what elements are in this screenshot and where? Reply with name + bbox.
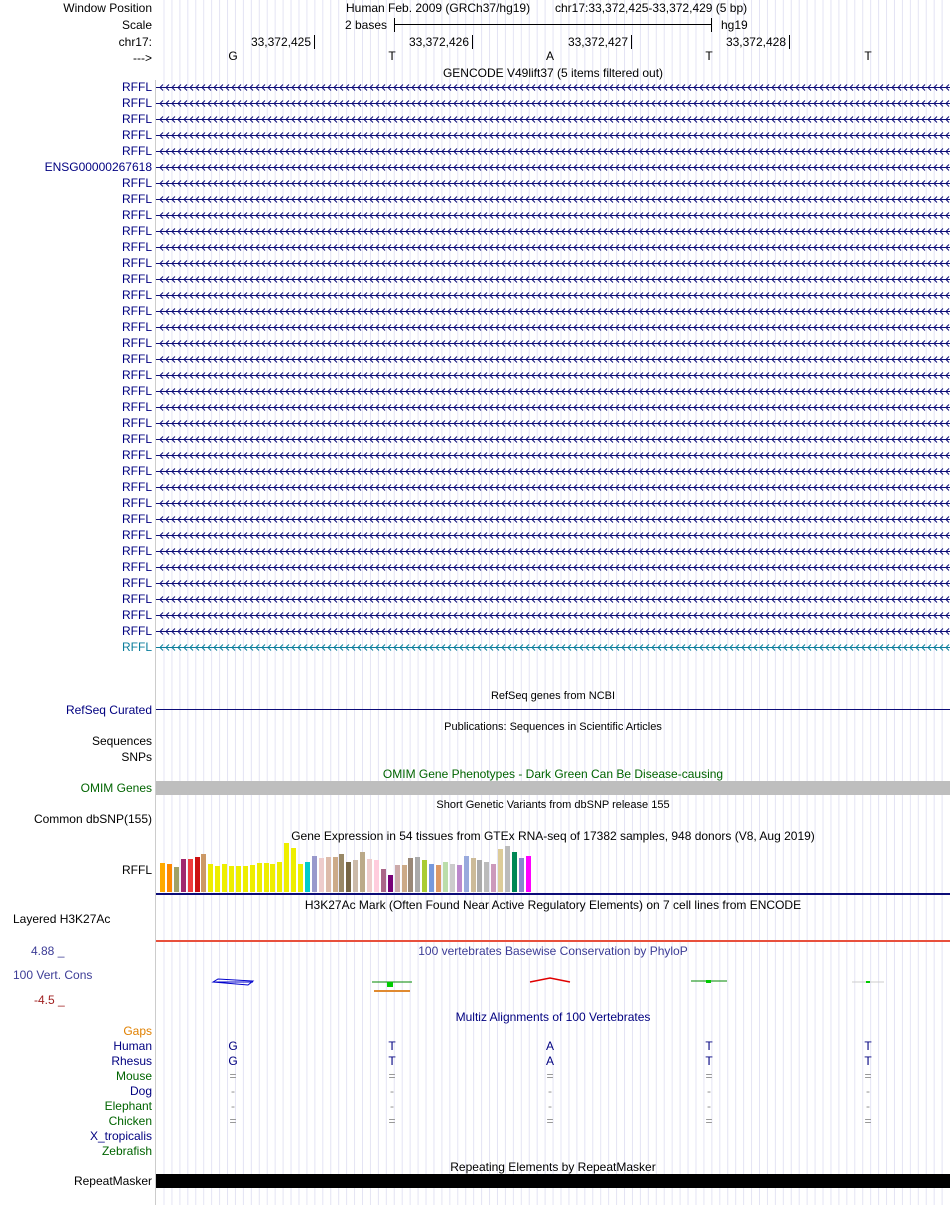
multiz-species-label[interactable]: Mouse [115,1069,152,1083]
gtex-tissue-bar[interactable] [484,862,489,892]
gtex-tissue-bar[interactable] [243,866,248,892]
gtex-tissue-bar[interactable] [201,854,206,892]
gtex-tissue-bar[interactable] [250,865,255,892]
multiz-base: - [390,1084,394,1098]
gencode-transcript-label[interactable]: RFFL [122,608,152,622]
multiz-base: T [864,1039,872,1053]
gtex-tissue-bar[interactable] [429,864,434,892]
gencode-transcript-label[interactable]: RFFL [122,368,152,382]
gencode-transcript-label[interactable]: RFFL [122,128,152,142]
gencode-transcript-line[interactable] [156,96,950,110]
scale-assembly: hg19 [721,18,748,32]
publications-snps-label[interactable]: SNPs [121,750,152,764]
assembly-name: Human Feb. 2009 (GRCh37/hg19) [346,1,531,15]
gencode-transcript-line[interactable] [156,256,950,270]
ruler-tick [472,35,473,49]
gtex-tissue-bar[interactable] [333,857,338,892]
gencode-transcript-label[interactable]: RFFL [122,448,152,462]
multiz-base: = [705,1114,713,1128]
gtex-tissue-bar[interactable] [188,859,193,892]
chrom-label: chr17: [118,35,152,49]
multiz-base: T [864,1054,872,1068]
sequence-base: A [545,49,554,63]
sequence-bases [0,49,950,63]
gtex-tissue-bar[interactable] [436,865,441,892]
gtex-tissue-bar[interactable] [174,867,179,892]
gencode-transcript-label[interactable]: RFFL [122,480,152,494]
gencode-transcript-label[interactable]: RFFL [122,560,152,574]
multiz-base: - [866,1084,870,1098]
publications-track-title[interactable]: Publications: Sequences in Scientific Articles [444,721,662,733]
scale-text: 2 bases [345,18,388,32]
gtex-tissue-bar[interactable] [491,864,496,892]
gtex-tissue-bar[interactable] [208,864,213,892]
gtex-tissue-bar[interactable] [464,856,469,892]
phylop-track-label[interactable]: 100 Vert. Cons [13,968,93,982]
gencode-transcript-line[interactable] [156,192,950,206]
multiz-base: T [705,1039,713,1053]
multiz-species-label[interactable]: X_tropicalis [89,1129,152,1143]
multiz-species-label[interactable]: Human [113,1039,152,1053]
gtex-tissue-bar[interactable] [360,852,365,892]
gtex-track-label[interactable]: RFFL [122,863,152,877]
multiz-base: A [545,1054,554,1068]
gencode-transcript-label[interactable]: RFFL [122,144,152,158]
gtex-tissue-bar[interactable] [512,852,517,892]
gencode-transcript-line[interactable] [156,320,950,334]
gtex-tissue-bar[interactable] [257,863,262,892]
ruler-position-label: 33,372,426 [408,35,469,49]
omim-gene-bar[interactable] [156,781,950,795]
window-position-label: Window Position [63,1,152,15]
gtex-tissue-bar[interactable] [291,848,296,892]
publications-sequences-label[interactable]: Sequences [91,734,152,748]
gtex-tissue-bar[interactable] [339,854,344,892]
gencode-transcript-line[interactable] [156,208,950,222]
multiz-base: - [866,1099,870,1113]
gtex-tissue-bar[interactable] [160,863,165,892]
gencode-transcript-line[interactable] [156,528,950,542]
gencode-transcript-label[interactable]: RFFL [122,640,152,654]
gencode-transcript-line[interactable] [156,288,950,302]
gencode-transcript-line[interactable] [156,304,950,318]
multiz-species-label[interactable]: Zebrafish [101,1144,152,1158]
multiz-species-label[interactable]: Gaps [123,1024,152,1038]
gtex-tissue-bar[interactable] [236,866,241,892]
gtex-tissue-bar[interactable] [457,865,462,892]
gencode-transcript-line[interactable] [156,112,950,126]
gencode-transcript-line[interactable] [156,448,950,462]
gencode-transcript-line[interactable] [156,544,950,558]
gtex-tissue-bar[interactable] [498,849,503,892]
multiz-base: = [864,1114,872,1128]
gencode-transcript-label[interactable]: RFFL [122,624,152,638]
dbsnp-track-label[interactable]: Common dbSNP(155) [33,812,152,826]
gencode-transcript-label[interactable]: RFFL [122,192,152,206]
gencode-transcript-line[interactable] [156,384,950,398]
gencode-transcript-label[interactable]: RFFL [122,256,152,270]
gtex-tissue-bar[interactable] [264,863,269,892]
gencode-transcript-line[interactable] [156,416,950,430]
gencode-transcript-line[interactable] [156,400,950,414]
multiz-base: - [548,1084,552,1098]
gencode-transcript-line[interactable] [156,336,950,350]
scale-bar [394,24,712,25]
ruler-position-label: 33,372,428 [725,35,786,49]
gencode-transcript-label[interactable]: RFFL [122,400,152,414]
phylop-track-title[interactable]: 100 vertebrates Basewise Conservation by PhyloP [418,944,688,958]
multiz-species-label[interactable]: Dog [129,1084,152,1098]
scale-bar-left-tick [394,18,395,32]
gencode-transcript-label[interactable]: RFFL [122,240,152,254]
ruler-position-label: 33,372,427 [567,35,628,49]
sequence-base: T [864,49,872,63]
gtex-gene-line[interactable] [156,893,950,895]
gtex-tissue-bar[interactable] [422,860,427,892]
gtex-tissue-bar[interactable] [319,858,324,892]
gencode-transcript-label[interactable]: RFFL [122,464,152,478]
gencode-transcript-label[interactable]: RFFL [122,496,152,510]
refseq-gene-line[interactable] [156,709,950,710]
multiz-base: - [548,1099,552,1113]
multiz-base: T [388,1054,396,1068]
gencode-transcript-line[interactable] [156,128,950,142]
multiz-base: = [705,1069,713,1083]
gtex-tissue-bar[interactable] [505,846,510,892]
multiz-base: - [390,1099,394,1113]
gencode-transcript-line[interactable] [156,80,950,94]
gencode-transcript-label[interactable]: RFFL [122,288,152,302]
ruler-tick [789,35,790,49]
gencode-transcript-label[interactable]: RFFL [122,112,152,126]
multiz-base: T [705,1054,713,1068]
gtex-tissue-bar[interactable] [270,864,275,892]
gencode-transcript-line[interactable] [156,176,950,190]
ruler-tick [314,35,315,49]
gencode-transcript-label[interactable]: ENSG00000267618 [44,160,152,174]
phylop-min-label: -4.5 _ [34,993,65,1007]
gencode-transcript-line[interactable] [156,624,950,638]
gtex-tissue-bar[interactable] [443,862,448,892]
gencode-transcript-line[interactable] [156,368,950,382]
gencode-transcript-label[interactable]: RFFL [122,224,152,238]
gencode-transcript-line[interactable] [156,272,950,286]
refseq-track-label[interactable]: RefSeq Curated [65,703,152,717]
gencode-transcript-line[interactable] [156,432,950,446]
gtex-tissue-bar[interactable] [181,859,186,892]
gencode-transcript-line[interactable] [156,144,950,158]
phylop-mark [866,981,870,983]
h3k27ac-track-title[interactable]: H3K27Ac Mark (Often Found Near Active Regulatory Elements) on 7 cell lines from ENCODE [304,898,802,912]
phylop-mark [387,982,393,987]
multiz-base: G [228,1054,238,1068]
gencode-transcript-line[interactable] [156,464,950,478]
gencode-transcript-label[interactable]: RFFL [122,576,152,590]
multiz-species-label[interactable]: Elephant [104,1099,152,1113]
scale-bar-right-tick [711,18,712,32]
gtex-tissue-bar[interactable] [408,858,413,892]
gencode-transcript-label[interactable]: RFFL [122,352,152,366]
ruler-positions [0,35,950,49]
gtex-tissue-bar[interactable] [229,866,234,892]
phylop-mark [706,980,711,983]
repeatmasker-track-title[interactable]: Repeating Elements by RepeatMasker [450,1160,656,1174]
gtex-tissue-bar[interactable] [526,856,531,892]
gencode-transcript-label[interactable]: RFFL [122,432,152,446]
multiz-base: - [231,1099,235,1113]
gtex-tissue-bar[interactable] [312,856,317,892]
gtex-tissue-bar[interactable] [298,864,303,892]
gtex-tissue-bar[interactable] [195,857,200,892]
gencode-transcript-label[interactable]: RFFL [122,592,152,606]
multiz-base: G [228,1039,238,1053]
gtex-tissue-bar[interactable] [477,860,482,892]
gencode-transcript-line[interactable] [156,480,950,494]
gtex-tissue-bar[interactable] [388,875,393,892]
scale-label: Scale [121,18,152,32]
multiz-base: = [546,1114,554,1128]
gencode-transcript-line[interactable] [156,352,950,366]
phylop-mark [530,978,570,982]
position-readout: chr17:33,372,425-33,372,429 (5 bp) [555,1,748,15]
strand-label: ---> [133,51,152,65]
multiz-base: T [388,1039,396,1053]
repeatmasker-element-bar[interactable] [156,1174,950,1188]
gencode-transcript-label[interactable]: RFFL [122,544,152,558]
dbsnp-track-title[interactable]: Short Genetic Variants from dbSNP release 155 [436,799,670,811]
gencode-transcript-label[interactable]: RFFL [122,304,152,318]
h3k27ac-track-label[interactable]: Layered H3K27Ac [13,912,111,926]
phylop-max-label: 4.88 _ [31,944,65,958]
multiz-base: = [229,1069,237,1083]
gtex-tissue-bar[interactable] [277,862,282,892]
gencode-track-title[interactable]: GENCODE V49lift37 (5 items filtered out) [442,66,664,80]
multiz-base: - [707,1084,711,1098]
gencode-transcript-label[interactable]: RFFL [122,272,152,286]
omim-track-label[interactable]: OMIM Genes [80,781,152,795]
gencode-transcript-label[interactable]: RFFL [122,176,152,190]
gencode-transcript-line[interactable] [156,240,950,254]
multiz-species-label[interactable]: Chicken [108,1114,152,1128]
gencode-transcript-line[interactable] [156,224,950,238]
repeatmasker-track-label[interactable]: RepeatMasker [73,1174,152,1188]
ruler-tick [631,35,632,49]
gtex-tissue-bar[interactable] [415,857,420,892]
gtex-track-title[interactable]: Gene Expression in 54 tissues from GTEx RNA-seq of 17382 samples, 948 donors (V8, Aug 2019) [291,829,815,843]
gtex-tissue-bar[interactable] [471,858,476,892]
sequence-base: T [705,49,713,63]
multiz-base: - [707,1099,711,1113]
gtex-tissue-bar[interactable] [215,866,220,892]
multiz-base: = [864,1069,872,1083]
gtex-tissue-bar[interactable] [395,865,400,892]
gtex-tissue-bar[interactable] [353,860,358,892]
gencode-transcript-line[interactable] [156,512,950,526]
gencode-transcript-line[interactable] [156,160,950,174]
gtex-tissue-bar[interactable] [450,864,455,892]
sequence-base: T [388,49,396,63]
gtex-tissue-bar[interactable] [402,865,407,892]
multiz-base: = [388,1069,396,1083]
gencode-transcript-label[interactable]: RFFL [122,336,152,350]
multiz-base: - [231,1084,235,1098]
multiz-base: A [545,1039,554,1053]
gencode-transcript-label[interactable]: RFFL [122,96,152,110]
sequence-base: G [228,49,238,63]
multiz-base: = [229,1114,237,1128]
gencode-transcript-label[interactable]: RFFL [122,416,152,430]
track-image-border [155,80,156,1205]
gtex-tissue-bar[interactable] [284,843,289,892]
gencode-transcript-line[interactable] [156,496,950,510]
gtex-tissue-bar[interactable] [381,869,386,892]
multiz-base: = [388,1114,396,1128]
gencode-transcript-line[interactable] [156,592,950,606]
multiz-species-label[interactable]: Rhesus [111,1054,152,1068]
gencode-transcript-line[interactable] [156,560,950,574]
gtex-tissue-bar[interactable] [346,862,351,892]
gencode-transcript-label[interactable]: RFFL [122,528,152,542]
refseq-track-title[interactable]: RefSeq genes from NCBI [490,690,616,702]
gtex-tissue-bar[interactable] [167,864,172,892]
phylop-plot[interactable] [156,958,950,1002]
gencode-transcript-label[interactable]: RFFL [122,80,152,94]
gtex-tissue-bar[interactable] [367,859,372,892]
gtex-tissue-bar[interactable] [305,862,310,892]
gencode-transcript-label[interactable]: RFFL [122,320,152,334]
gtex-tissue-bar[interactable] [222,864,227,892]
gencode-transcript-label[interactable]: RFFL [122,208,152,222]
multiz-base: = [546,1069,554,1083]
gtex-tissue-bar[interactable] [374,860,379,892]
gencode-transcript-line[interactable] [156,640,950,654]
multiz-track-title[interactable]: Multiz Alignments of 100 Vertebrates [455,1010,651,1024]
gtex-tissue-bar[interactable] [519,858,524,892]
gencode-transcript-label[interactable]: RFFL [122,512,152,526]
omim-track-title[interactable]: OMIM Gene Phenotypes - Dark Green Can Be Disease-causing [382,767,724,781]
h3k27ac-signal-line[interactable] [156,940,950,942]
ruler-position-label: 33,372,425 [250,35,311,49]
gtex-tissue-bar[interactable] [326,857,331,892]
gencode-transcript-label[interactable]: RFFL [122,384,152,398]
gencode-transcript-line[interactable] [156,608,950,622]
gencode-transcript-line[interactable] [156,576,950,590]
gtex-bar-chart[interactable] [160,843,540,892]
